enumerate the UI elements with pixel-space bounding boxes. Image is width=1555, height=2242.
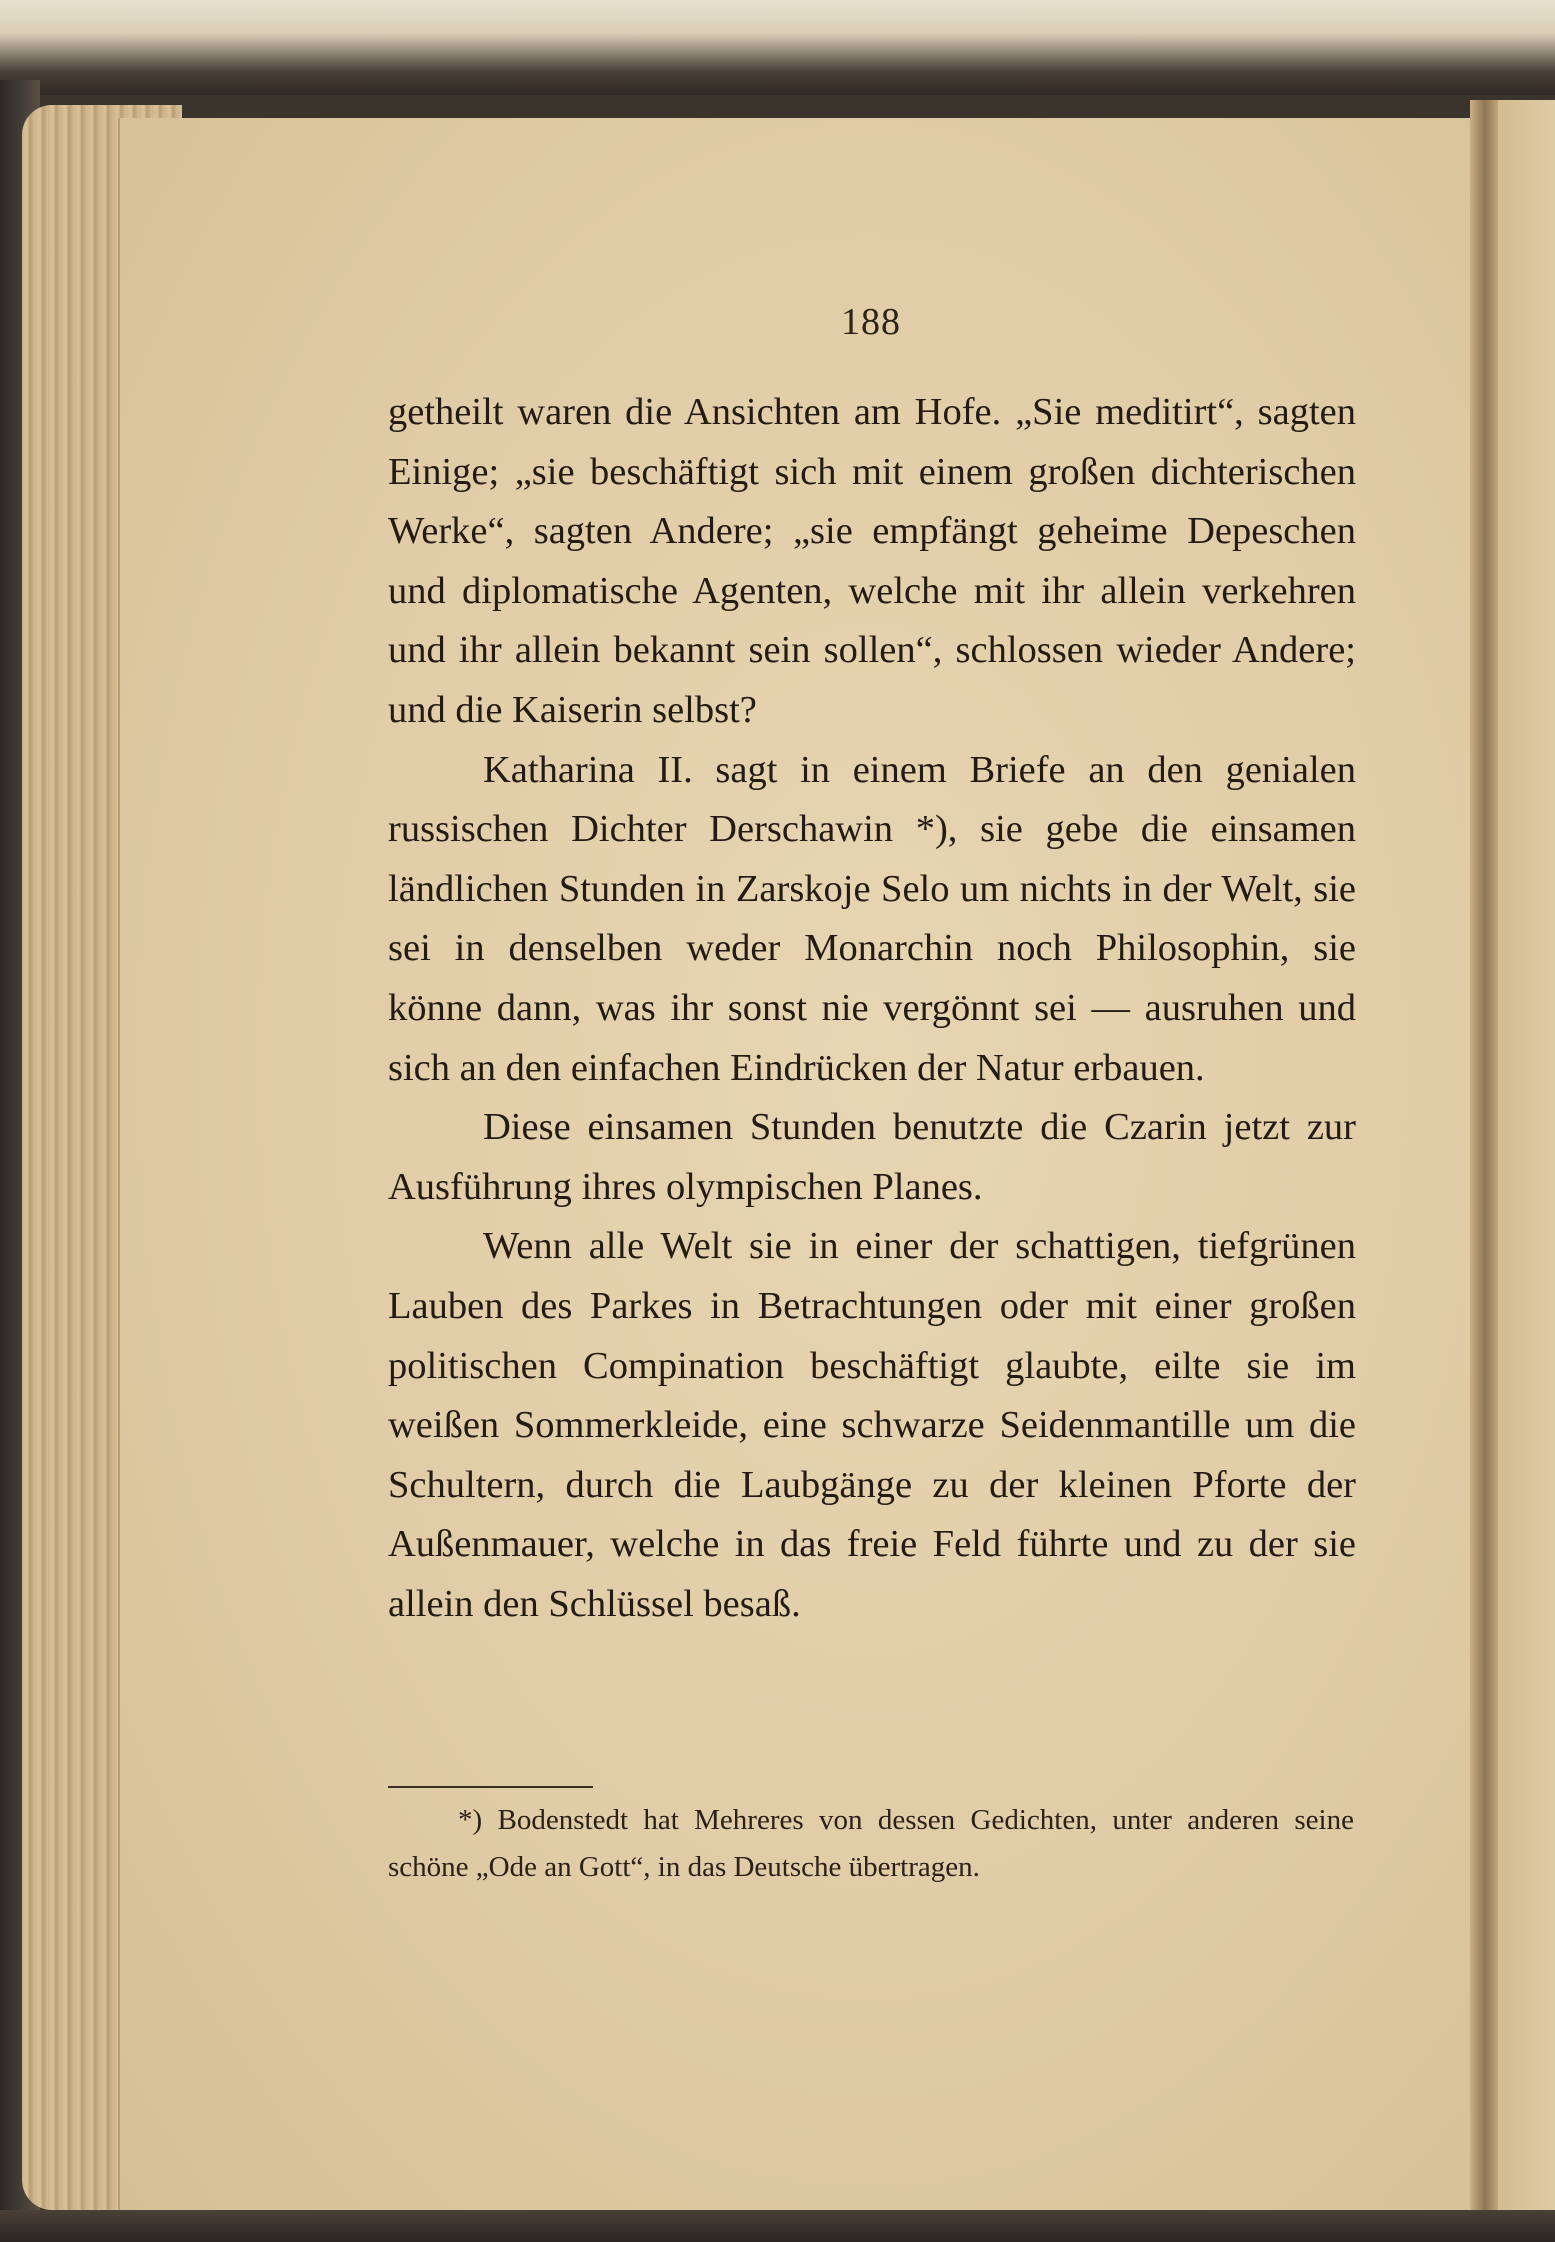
book-bottom-edge [0, 2210, 1555, 2242]
footnote-text: *) Bodenstedt hat Mehreres von dessen Gedichten, unter anderen seine schöne „Ode an Gott“, in das Deutsche übertragen. [388, 1804, 1354, 1883]
paragraph: getheilt waren die Ansichten am Hofe. „Sie meditirt“, sagten Einige; „sie beschäftigt sich mit einem großen dichterischen Werke“, sagten Andere; „sie empfängt geheime Depeschen und diplomatische Agenten, welche mit ihr allein verkehren und ihr allein bekannt sein sollen“, schlossen wieder Andere; und die Kaiserin selbst? [388, 391, 1356, 731]
book-gutter [1470, 100, 1500, 2220]
book-top-edge [0, 0, 1555, 95]
page-number: 188 [841, 301, 901, 343]
facing-page-edge [1498, 100, 1555, 2242]
body-text [388, 383, 1356, 1634]
paragraph: Diese einsamen Stunden benutzte die Czarin jetzt zur Ausführung ihres olympischen Planes. [388, 1106, 1356, 1208]
footnote-divider [388, 1786, 593, 1788]
footnote [388, 1797, 1354, 1891]
paragraph: Katharina II. sagt in einem Briefe an den genialen russischen Dichter Derschawin *), sie gebe die einsamen ländlichen Stunden in Zarskoje Selo um nichts in der Welt, sie sei in denselben weder Monarchin noch Philosophin, sie könne dann, was ihr sonst nie vergönnt sei — ausruhen und sich an den einfachen Eindrücken der Natur erbauen. [388, 748, 1356, 1089]
paragraph: Wenn alle Welt sie in einer der schattigen, tiefgrünen Lauben des Parkes in Betrachtungen oder mit einer großen politischen Compination beschäftigt glaubte, eilte sie im weißen Sommerkleide, eine schwarze Seidenmantille um die Schultern, durch die Laubgänge zu der kleinen Pforte der Außenmauer, welche in das freie Feld führte und zu der sie allein den Schlüssel besaß. [388, 1225, 1356, 1625]
